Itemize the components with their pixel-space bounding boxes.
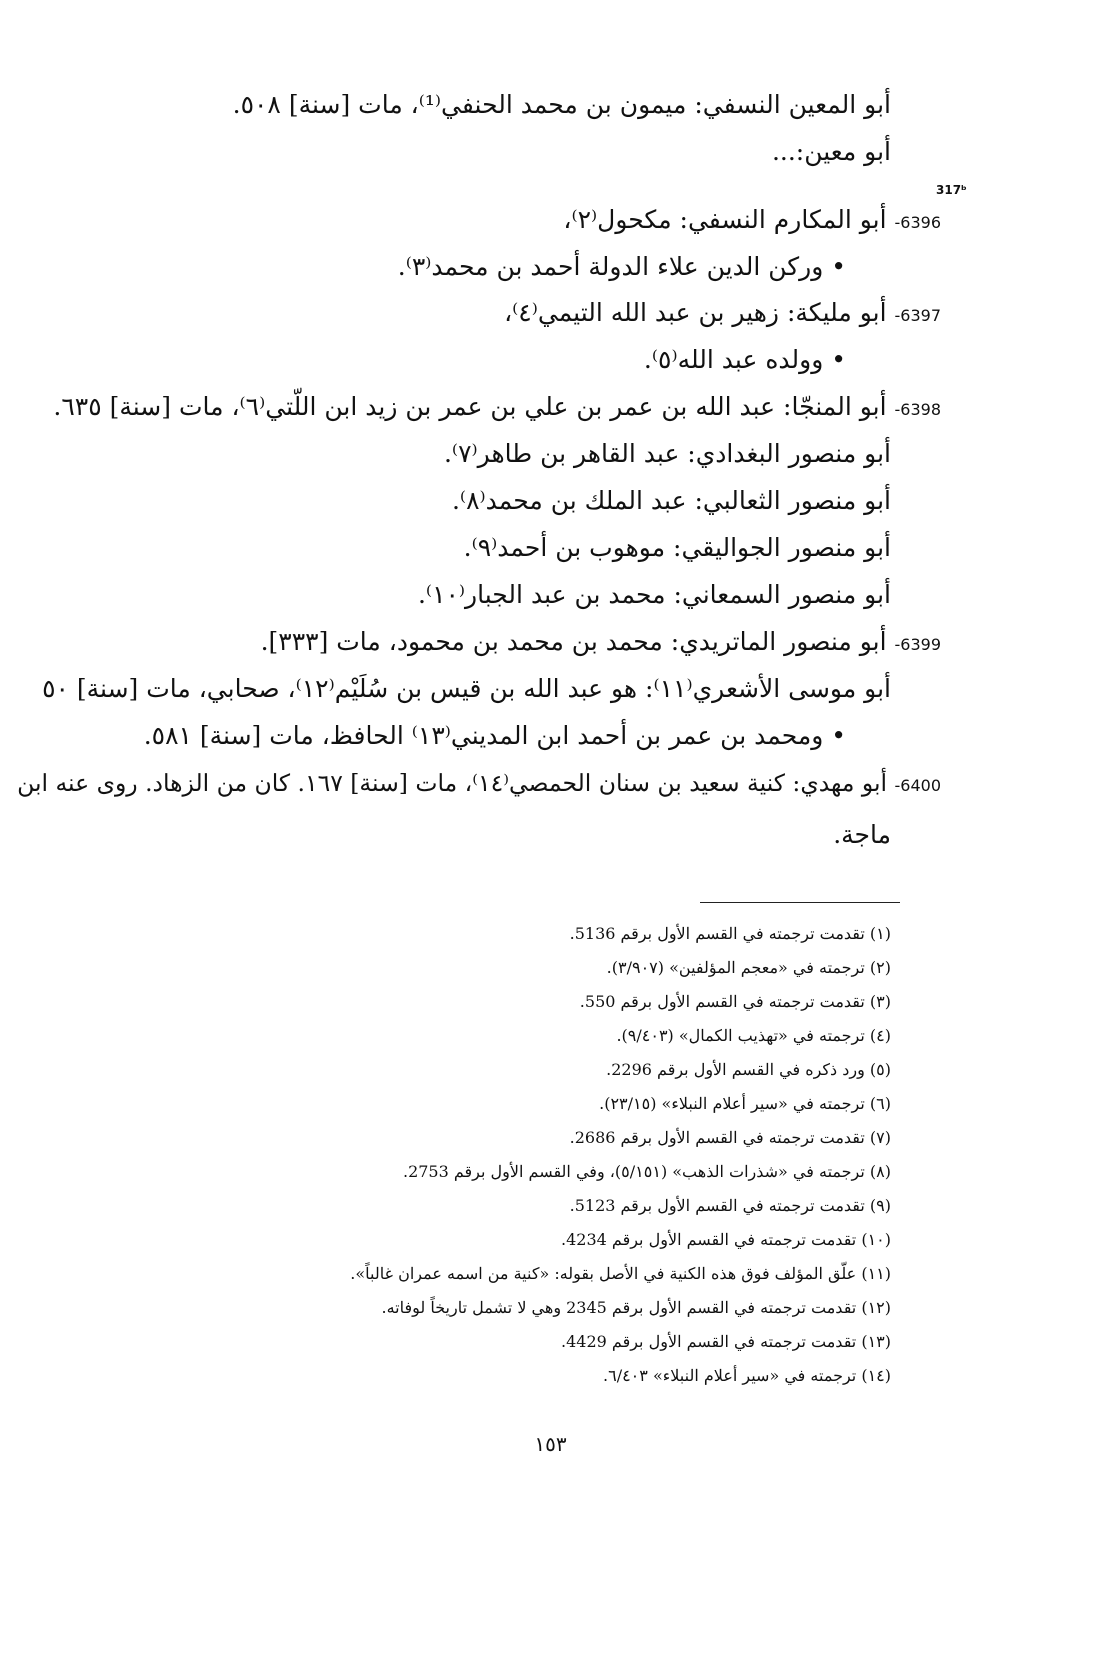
entry-number: 6399- <box>894 635 941 654</box>
footnote: (٤) ترجمته في «تهذيب الكمال» (٩/٤٠٣). <box>616 1026 891 1045</box>
entry-line: 6397- أبو مليكة: زهير بن عبد الله التيمي⁽٤⁾، <box>504 298 941 327</box>
entry-number: 6397- <box>894 306 941 325</box>
entry-line: أبو منصور الجواليقي: موهوب بن أحمد⁽٩⁾. <box>463 533 891 562</box>
entry-line: • وركن الدين علاء الدولة أحمد بن محمد⁽٣⁾. <box>397 252 846 281</box>
footnote: (١٤) ترجمته في «سير أعلام النبلاء» ٦/٤٠٣. <box>603 1366 891 1385</box>
footnote: (١٠) تقدمت ترجمته في القسم الأول برقم 4234. <box>561 1230 891 1249</box>
entry-line: أبو موسى الأشعري⁽١١⁾: هو عبد الله بن قيس بن سُلَيْم⁽١٢⁾، صحابي، مات [سنة] ٥٠ <box>42 674 891 703</box>
entry-line: • ومحمد بن عمر بن أحمد ابن المديني⁽١٣⁾ الحافظ، مات [سنة] ٥٨١. <box>143 721 846 750</box>
footnote-rule <box>700 902 900 903</box>
entry-line: أبو منصور السمعاني: محمد بن عبد الجبار⁽١٠⁾. <box>417 580 891 609</box>
footnote: (١٢) تقدمت ترجمته في القسم الأول برقم 2345 وهي لا تشمل تاريخاً لوفاته. <box>381 1298 891 1317</box>
entry-line: ماجة. <box>833 820 891 849</box>
footnote: (٩) تقدمت ترجمته في القسم الأول برقم 5123. <box>569 1196 891 1215</box>
footnote: (٢) ترجمته في «معجم المؤلفين» (٣/٩٠٧). <box>606 958 891 977</box>
entry-line: 6400- أبو مهدي: كنية سعيد بن سنان الحمصي⁽١٤⁾، مات [سنة] ١٦٧. كان من الزهاد. روى عنه ابن <box>17 769 941 797</box>
footnote: (٥) ورد ذكره في القسم الأول برقم 2296. <box>606 1060 891 1079</box>
entry-line: أبو منصور البغدادي: عبد القاهر بن طاهر⁽٧⁾. <box>443 439 891 468</box>
entry-line: 6398- أبو المنجّا: عبد الله بن عمر بن علي بن عمر بن زيد ابن اللّتي⁽٦⁾، مات [سنة] ٦٣٥. <box>53 392 941 421</box>
entry-line: أبو المعين النسفي: ميمون بن محمد الحنفي⁽¹⁾، مات [سنة] ٥٠٨. <box>232 90 891 119</box>
entry-line: أبو منصور الثعالبي: عبد الملك بن محمد⁽٨⁾. <box>451 486 891 515</box>
footnote: (١) تقدمت ترجمته في القسم الأول برقم 5136. <box>569 924 891 943</box>
entry-number: 6400- <box>894 776 941 795</box>
footnote: (١١) علّق المؤلف فوق هذه الكنية في الأصل بقوله: «كنية من اسمه عمران غالباً». <box>350 1264 891 1283</box>
footnote: (٣) تقدمت ترجمته في القسم الأول برقم 550. <box>579 992 891 1011</box>
entry-line: 6399- أبو منصور الماتريدي: محمد بن محمد بن محمود، مات [٣٣٣]. <box>260 627 941 656</box>
entry-line: أبو معين:... <box>771 137 891 166</box>
footnote: (١٣) تقدمت ترجمته في القسم الأول برقم 4429. <box>561 1332 891 1351</box>
folio-marker: 317ᵇ <box>936 183 967 197</box>
footnote: (٧) تقدمت ترجمته في القسم الأول برقم 2686. <box>569 1128 891 1147</box>
footnote: (٨) ترجمته في «شذرات الذهب» (٥/١٥١)، وفي القسم الأول برقم 2753. <box>402 1162 891 1181</box>
page-number: ١٥٣ <box>534 1432 567 1456</box>
footnote: (٦) ترجمته في «سير أعلام النبلاء» (٢٣/١٥). <box>599 1094 891 1113</box>
entry-line: 6396- أبو المكارم النسفي: مكحول⁽٢⁾، <box>563 205 941 234</box>
entry-line: • وولده عبد الله⁽٥⁾. <box>643 345 846 374</box>
entry-number: 6398- <box>894 400 941 419</box>
entry-number: 6396- <box>894 213 941 232</box>
